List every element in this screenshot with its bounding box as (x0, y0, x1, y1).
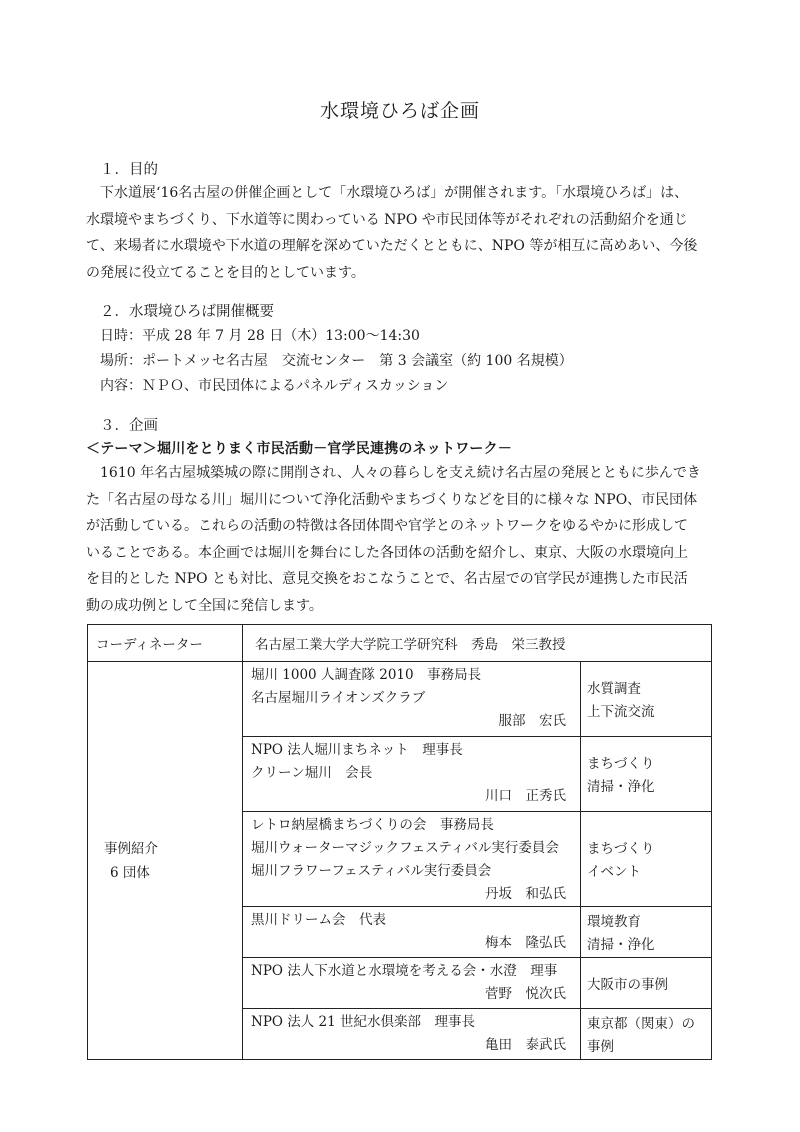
case-count: 6 団体 (110, 864, 150, 881)
org-line: 堀川 1000 人調査隊 2010 事務局長 (251, 667, 482, 683)
topic-line: まちづくり (587, 756, 655, 772)
org-cell (243, 662, 581, 737)
org-line: NPO 法人 21 世紀水倶楽部 理事長 (251, 1014, 476, 1030)
section-2-heading: ２．水環境ひろば開催概要 (100, 304, 274, 320)
topic-line: イベント (587, 864, 641, 880)
org-line: 堀川フラワーフェスティバル実行委員会 (251, 863, 492, 879)
panel-table (87, 624, 712, 1060)
topic-line: 事例 (587, 1039, 614, 1055)
event-content: 内容：ＮＰＯ、市民団体によるパネルディスカッション (100, 378, 449, 394)
topic-cell (581, 907, 712, 958)
org-line: 堀川ウォーターマジックフェスティバル実行委員会 (251, 840, 559, 856)
paragraph-line: を目的とした NPO とも対比、意見交換をおこなうことで、名古屋での官学民が連携した市民活 (86, 571, 688, 587)
paragraph-line: て、来場者に水環境や下水道の理解を深めていただくとともに、NPO 等が相互に高めあい、今後 (86, 238, 698, 254)
org-cell (243, 737, 581, 812)
speaker-name: 菅野 悦次氏 (485, 986, 566, 1002)
org-cell (243, 958, 581, 1009)
speaker-name: 川口 正秀氏 (485, 788, 566, 804)
paragraph-line: の発展に役立てることを目的としています。 (86, 264, 365, 281)
topic-line: 環境教育 (587, 914, 641, 930)
org-line: 黒川ドリーム会 代表 (251, 912, 386, 928)
org-cell (243, 907, 581, 958)
paragraph-line: 下水道展‘16名古屋の併催企画として「水環境ひろば」が開催されます。「水環境ひろば」は、 (100, 185, 689, 201)
org-line: レトロ納屋橋まちづくりの会 事務局長 (251, 817, 494, 833)
topic-cell (581, 1009, 712, 1060)
topic-cell (581, 958, 712, 1009)
coordinator-name: 名古屋工業大学大学院工学研究科 秀島 栄三教授 (243, 625, 712, 662)
topic-line: まちづくり (587, 841, 655, 857)
table-row (88, 662, 712, 737)
topic-line: 清掃・浄化 (587, 937, 655, 953)
org-cell (243, 1009, 581, 1060)
document-title: 水環境ひろば企画 (319, 100, 480, 122)
org-line: 名古屋堀川ライオンズクラブ (251, 690, 426, 706)
speaker-name: 丹坂 和弘氏 (485, 886, 566, 902)
topic-line: 東京都（関東）の (587, 1016, 695, 1032)
case-label-cell (88, 662, 243, 1060)
paragraph-line: 動の成功例として全国に発信します。 (86, 597, 323, 614)
paragraph-line: 水環境やまちづくり、下水道等に関わっている NPO や市民団体等がそれぞれの活動紹介を通じ (86, 211, 688, 228)
paragraph-line: が活動している。これらの活動の特徴は各団体間や官学とのネットワークをゆるやかに形成して (86, 518, 688, 534)
paragraph-line: 1610 年名古屋城築城の際に開削され、人々の暮らしを支え続け名古屋の発展とともに歩んでき (100, 465, 701, 481)
org-line: NPO 法人堀川まちネット 理事長 (251, 742, 463, 758)
topic-line: 清掃・浄化 (587, 779, 655, 795)
speaker-name: 亀田 泰武氏 (485, 1037, 566, 1053)
paragraph-line: いることである。本企画では堀川を舞台にした各団体の活動を紹介し、東京、大阪の水環境向上 (86, 544, 688, 561)
topic-line: 水質調査 (587, 681, 641, 697)
section-3-paragraph (86, 460, 716, 619)
event-date: 日時：平成 28 年 7 月 28 日（木）13:00～14:30 (100, 328, 420, 344)
event-place: 場所：ポートメッセ名古屋 交流センター 第 3 会議室（約 100 名規模） (100, 353, 573, 369)
topic-line: 大阪市の事例 (587, 976, 668, 993)
coordinator-label: コーディネーター (88, 625, 243, 662)
speaker-name: 梅本 隆弘氏 (485, 935, 566, 951)
section-3-heading: ３．企画 (100, 418, 158, 434)
section-1-heading: １．目的 (100, 162, 158, 178)
theme-title: ＜テーマ＞堀川をとりまく市民活動－官学民連携のネットワーク－ (86, 441, 512, 457)
org-line: NPO 法人下水道と水環境を考える会・水澄 理事 (251, 963, 558, 979)
paragraph-line: た「名古屋の母なる川」堀川について浄化活動やまちづくりなどを目的に様々な NPO、市民団体 (86, 491, 698, 508)
topic-cell (581, 662, 712, 737)
section-1-paragraph (86, 180, 716, 286)
org-line: クリーン堀川 会長 (251, 765, 373, 781)
topic-line: 上下流交流 (587, 704, 655, 720)
coordinator-row (88, 625, 712, 662)
speaker-name: 服部 宏氏 (498, 713, 566, 729)
topic-cell (581, 737, 712, 812)
org-cell (243, 812, 581, 907)
topic-cell (581, 812, 712, 907)
case-label: 事例紹介 (104, 840, 158, 857)
